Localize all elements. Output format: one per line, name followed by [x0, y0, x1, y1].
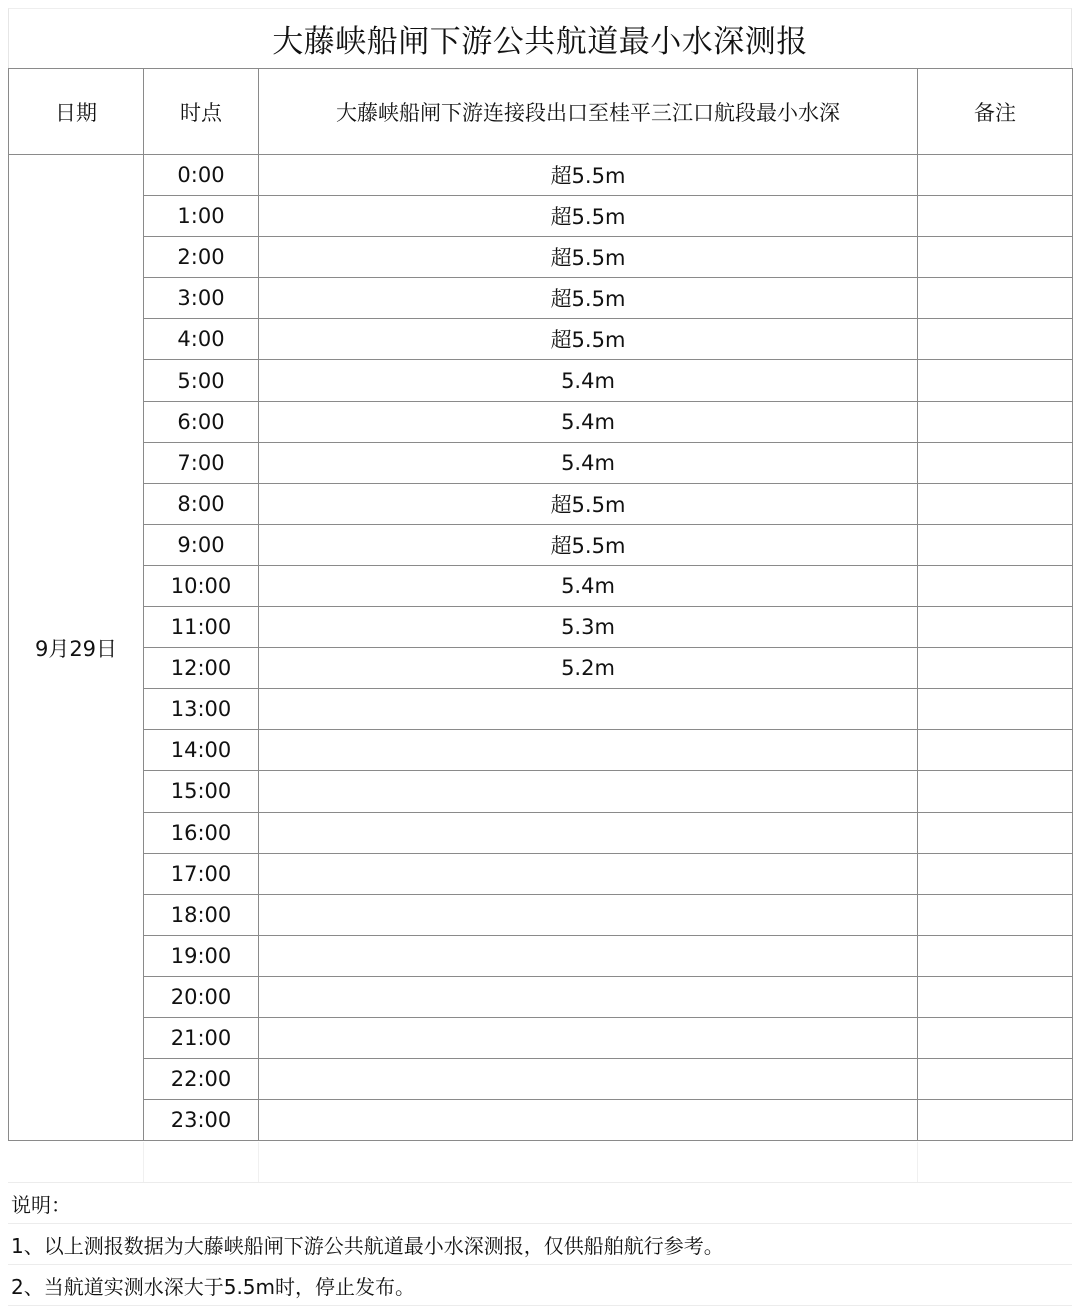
depth-cell: 5.4m — [259, 442, 918, 483]
note-cell — [918, 771, 1073, 812]
table-row — [9, 689, 1073, 730]
time-cell: 23:00 — [144, 1100, 259, 1141]
page-title: 大藤峡船闸下游公共航道最小水深测报 — [8, 8, 1072, 68]
time-cell: 6:00 — [144, 401, 259, 442]
table-header-row — [9, 69, 1073, 155]
note-cell — [918, 278, 1073, 319]
table-row — [9, 935, 1073, 976]
table-row — [9, 730, 1073, 771]
depth-cell: 5.4m — [259, 401, 918, 442]
depth-cell — [259, 853, 918, 894]
note-cell — [918, 237, 1073, 278]
table-row — [9, 1100, 1073, 1141]
table-row — [9, 483, 1073, 524]
time-cell: 9:00 — [144, 524, 259, 565]
depth-cell — [259, 812, 918, 853]
depth-cell — [259, 689, 918, 730]
time-cell: 14:00 — [144, 730, 259, 771]
time-cell: 1:00 — [144, 196, 259, 237]
table-row — [9, 155, 1073, 196]
depth-cell — [259, 771, 918, 812]
table-row — [9, 1059, 1073, 1100]
depth-cell: 超5.5m — [259, 319, 918, 360]
table-row — [9, 565, 1073, 606]
depth-cell: 超5.5m — [259, 237, 918, 278]
note-cell — [918, 648, 1073, 689]
time-cell: 2:00 — [144, 237, 259, 278]
note-item-1: 1、以上测报数据为大藤峡船闸下游公共航道最小水深测报，仅供船舶航行参考。 — [8, 1224, 1072, 1265]
note-cell — [918, 483, 1073, 524]
time-cell: 10:00 — [144, 565, 259, 606]
time-cell: 21:00 — [144, 1017, 259, 1058]
note-cell — [918, 319, 1073, 360]
note-cell — [918, 607, 1073, 648]
time-cell: 20:00 — [144, 976, 259, 1017]
note-cell — [918, 894, 1073, 935]
header-note: 备注 — [918, 69, 1073, 155]
table-row — [9, 607, 1073, 648]
table-row — [9, 976, 1073, 1017]
note-cell — [918, 853, 1073, 894]
note-cell — [918, 1017, 1073, 1058]
time-cell: 19:00 — [144, 935, 259, 976]
table-row — [9, 812, 1073, 853]
time-cell: 13:00 — [144, 689, 259, 730]
table-row — [9, 319, 1073, 360]
table-row — [9, 278, 1073, 319]
time-cell: 3:00 — [144, 278, 259, 319]
note-cell — [918, 976, 1073, 1017]
depth-cell: 超5.5m — [259, 483, 918, 524]
table-row — [9, 401, 1073, 442]
note-cell — [918, 689, 1073, 730]
note-cell — [918, 730, 1073, 771]
note-cell — [918, 1100, 1073, 1141]
table-row — [9, 237, 1073, 278]
depth-cell: 5.3m — [259, 607, 918, 648]
depth-cell — [259, 1059, 918, 1100]
header-time: 时点 — [144, 69, 259, 155]
depth-cell — [259, 1017, 918, 1058]
notes-heading: 说明： — [8, 1183, 1072, 1224]
depth-cell — [259, 976, 918, 1017]
note-cell — [918, 442, 1073, 483]
header-date: 日期 — [9, 69, 144, 155]
note-cell — [918, 155, 1073, 196]
time-cell: 15:00 — [144, 771, 259, 812]
depth-cell — [259, 935, 918, 976]
note-cell — [918, 401, 1073, 442]
header-depth: 大藤峡船闸下游连接段出口至桂平三江口航段最小水深 — [259, 69, 918, 155]
water-depth-table — [8, 68, 1073, 1141]
depth-cell: 5.4m — [259, 360, 918, 401]
time-cell: 11:00 — [144, 607, 259, 648]
note-cell — [918, 812, 1073, 853]
notes-section — [8, 1142, 1072, 1306]
time-cell: 7:00 — [144, 442, 259, 483]
time-cell: 16:00 — [144, 812, 259, 853]
depth-cell: 5.2m — [259, 648, 918, 689]
depth-cell: 5.4m — [259, 565, 918, 606]
time-cell: 0:00 — [144, 155, 259, 196]
table-body — [9, 155, 1073, 1141]
depth-cell: 超5.5m — [259, 196, 918, 237]
note-cell — [918, 524, 1073, 565]
depth-cell — [259, 730, 918, 771]
time-cell: 4:00 — [144, 319, 259, 360]
table-row — [9, 853, 1073, 894]
time-cell: 22:00 — [144, 1059, 259, 1100]
blank-row — [8, 1142, 1072, 1183]
table-row — [9, 1017, 1073, 1058]
note-cell — [918, 360, 1073, 401]
time-cell: 8:00 — [144, 483, 259, 524]
note-cell — [918, 565, 1073, 606]
depth-cell — [259, 894, 918, 935]
table-row — [9, 360, 1073, 401]
depth-cell: 超5.5m — [259, 278, 918, 319]
note-cell — [918, 196, 1073, 237]
note-cell — [918, 1059, 1073, 1100]
table-row — [9, 894, 1073, 935]
depth-cell: 超5.5m — [259, 524, 918, 565]
depth-cell — [259, 1100, 918, 1141]
date-cell: 9月29日 — [9, 155, 144, 1141]
time-cell: 12:00 — [144, 648, 259, 689]
depth-cell: 超5.5m — [259, 155, 918, 196]
table-row — [9, 648, 1073, 689]
note-cell — [918, 935, 1073, 976]
note-item-2: 2、当航道实测水深大于5.5m时，停止发布。 — [8, 1265, 1072, 1306]
time-cell: 5:00 — [144, 360, 259, 401]
table-row — [9, 771, 1073, 812]
table-row — [9, 196, 1073, 237]
time-cell: 17:00 — [144, 853, 259, 894]
table-row — [9, 524, 1073, 565]
table-row — [9, 442, 1073, 483]
time-cell: 18:00 — [144, 894, 259, 935]
